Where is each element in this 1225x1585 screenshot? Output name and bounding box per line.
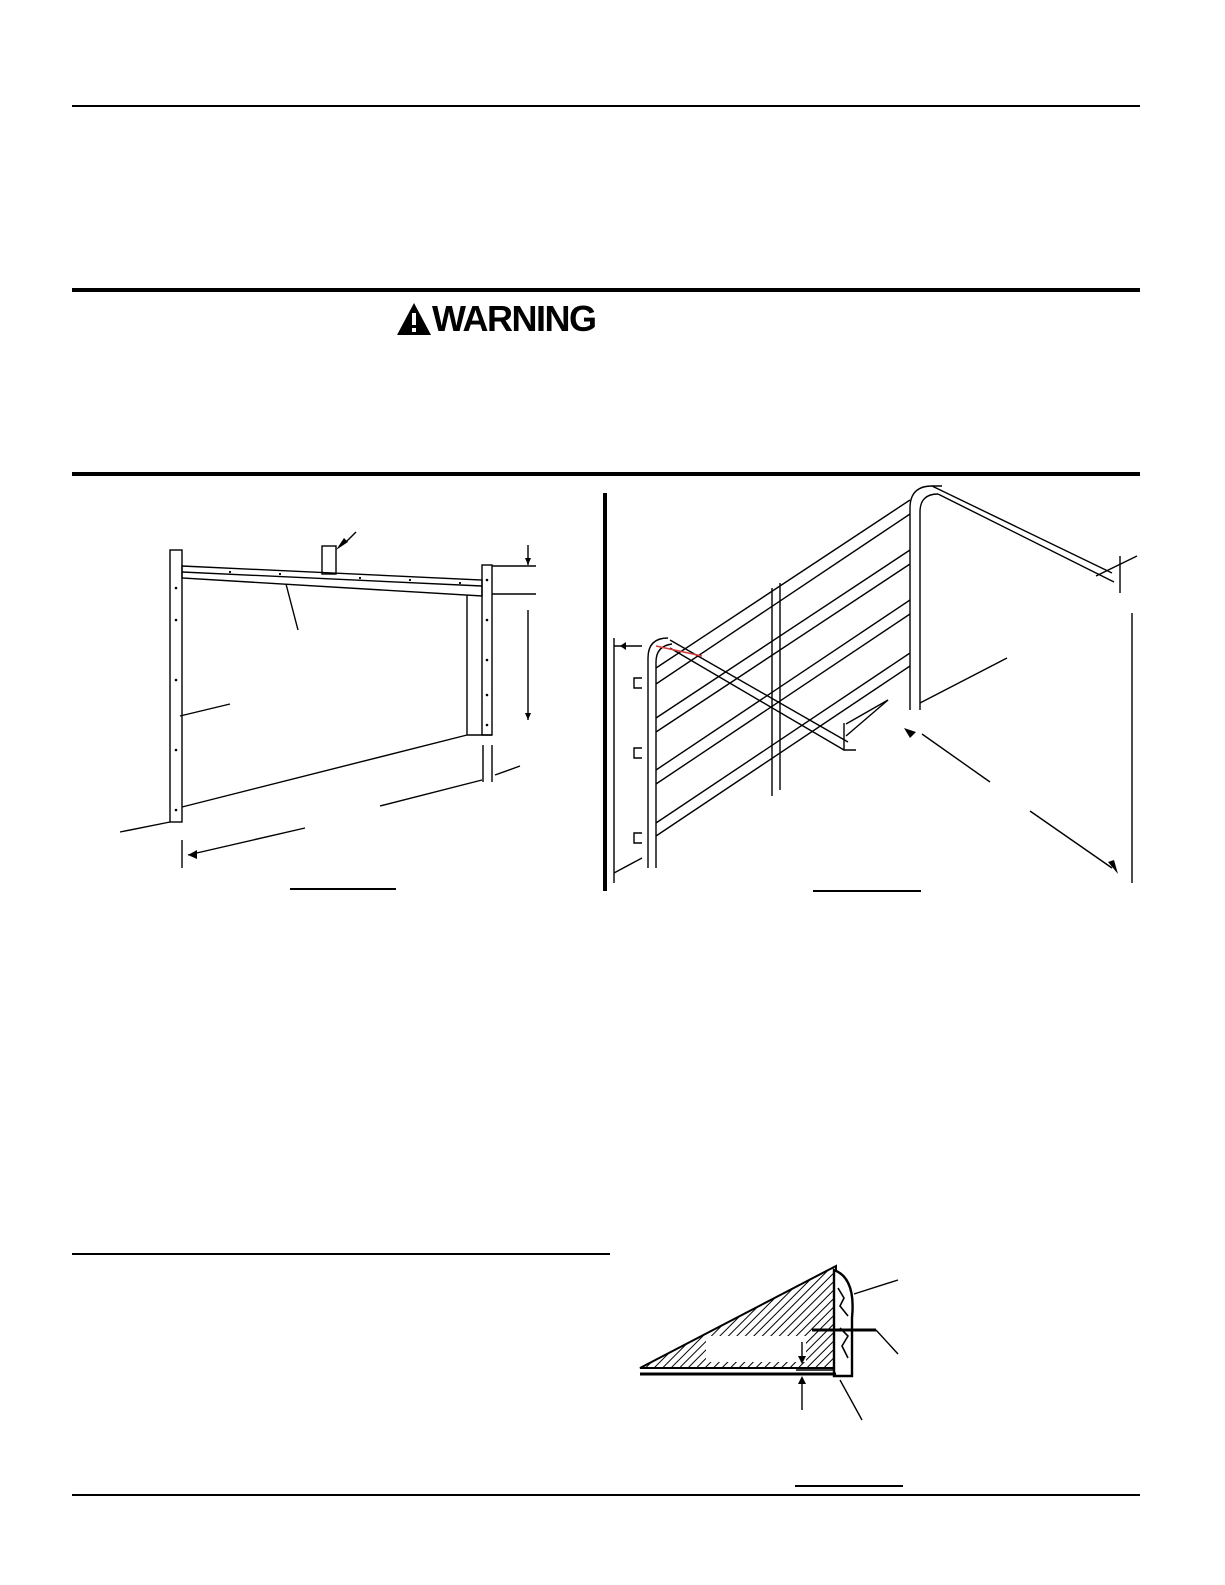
- warning-heading: [396, 298, 596, 340]
- header-board: [182, 566, 482, 596]
- figure-3-caption-line: [795, 1485, 903, 1487]
- weatherstrip-detail-figure: [636, 1258, 926, 1438]
- figure-divider: [603, 493, 607, 891]
- left-vertical-track: [648, 638, 668, 868]
- warning-label: WARNING: [432, 298, 596, 339]
- left-jamb: [170, 550, 182, 822]
- warning-top-rule: [72, 288, 1140, 292]
- footer-rule: [72, 1494, 1140, 1496]
- center-support: [322, 546, 336, 574]
- warning-triangle-icon: [396, 302, 432, 336]
- section-rule: [72, 1253, 610, 1255]
- figure-1-caption-line: [290, 888, 396, 890]
- weatherstrip-seal: [834, 1270, 853, 1376]
- door-opening-frame-figure: [100, 520, 560, 900]
- figure-2-caption-line: [813, 890, 921, 892]
- right-jamb: [482, 565, 492, 735]
- warning-bottom-rule: [72, 472, 1140, 476]
- right-vertical-track: [910, 486, 942, 710]
- track-installation-figure: [612, 478, 1142, 893]
- header-rule: [72, 105, 1140, 107]
